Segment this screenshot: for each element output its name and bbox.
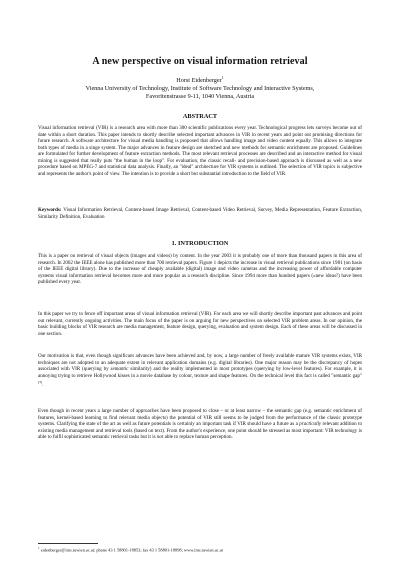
intro-p4-part-a: Even though in recent years a large number of approaches have been proposed to close – or at least narrow – the semantic gap (e.g. semantic enrichment of features, kernel-based learning to find relevant media objects) the potential of VIR still seems to be judged from the performance of the classic prototype systems. Clarifying the state of the art as well as future potentials is certainly an important task if VIR should have a future as a <box>38 408 362 428</box>
intro-p3-part-a: Our motivation is that, even though significant advances have been achieved and, by now, a large number of freely available mature VIR systems exists, VIR techniques are not adopted to an adequate extent in relevant application domains (e.g. digital libraries). One major reason may be the discrepancy of hopes associated with VIR (querying by <box>38 353 362 373</box>
intro-p4-part-c: able to replace human perception. <box>163 434 233 441</box>
citation-ref: [3] <box>38 380 42 385</box>
keywords <box>38 207 362 220</box>
footnote-text: eidenberger@ims.tuwien.ac.at; phone 43 1 58801-18853; fax 43 1 58801-18898; www.ims.tuwien.ac.at <box>39 547 223 553</box>
intro-p4-part-b: relevant addition to existing media management and retrieval tools (based on text). From the author's experience, one point should be stressed as most important: VIR technology is able to fulfil sophisticated semantic retrieval tasks but it is <box>38 421 362 441</box>
intro-p3-part-b: similarity) and the reality implemented in most prototypes (querying by low-level features). For example, it is annoying trying to retrieve Hollywood kisses in a movie database by colour, texture and shape features. On the technical level this fact is called "semantic gap" <box>38 366 362 379</box>
author-affiliation: Vienna University of Technology, Institute of Software Technology and Interactive Systems, <box>85 85 315 93</box>
footnote-rule <box>38 543 98 544</box>
footnote-marker: 1 <box>38 546 40 550</box>
author-name: Horst Eidenberger <box>176 77 222 85</box>
paper-title: A new perspective on visual information retrieval <box>92 56 308 67</box>
keywords-text: Visual Information Retrieval, Content-based Image Retrieval, Content-based Video Retrieval, Survey, Media Representation, Feature Extraction, Similarity Definition, Evaluation <box>38 207 362 220</box>
abstract-text: Visual information retrieval (VIR) is a research area with more than 300 scientific publications every year. Technological progress lets surveys become out of date within a short duration. This paper intends to shortly describe selected important advances in VIR in recent years and point out promising directions for future research. A software architecture for visual media handling is proposed that allows handling image and video content equally. This allows to integrate both types of media in a singe system. The major advances in feature design are sketched and new methods for semantic enrichment are proposed. Guidelines are formulated for further development of feature extraction methods. The most relevant retrieval processes are described and an interactive method for visual mining is suggested that really puts "the human in the loop". For evaluation, the classic recall- and precision-based approach is discussed as well as a new procedure based on MPEG-7 and statistical data analysis. Finally, an "ideal" architecture for VIR systems is outlined. The selection of VIR topics is subjective and represents the author's point of view. The intention is to provide a short but substantial introduction to the field of VIR. <box>38 125 362 177</box>
intro-paragraph-3 <box>38 353 362 388</box>
author-block <box>0 74 400 101</box>
author-footnote-marker: 1 <box>221 75 224 80</box>
abstract-heading: ABSTRACT <box>182 113 218 120</box>
author-name-line <box>0 74 400 85</box>
author-address: Favoritenstrasse 9-11, 1040 Vienna, Austria <box>145 93 255 101</box>
footnote <box>38 546 362 553</box>
intro-paragraph-1: This is a paper on retrieval of visual objects (images and videos) by content. In the year 2003 it is probably one of more than thousand papers in this area of research. In 2002 the IEEE alone has published more than 700 retrieval papers. Figure 1 depicts the increase in visual retrieval publications since 1981 (on basis of the IEEE digital library). Due to the increase of cheaply available (digital) image and video cameras and the increasing power of affordable computer systems visual information retrieval becomes more and more popular as a research discipline. Since 1994 more than hundred papers (»new ideas?) have been published every year. <box>38 253 362 286</box>
intro-p3-emphasis: semantic <box>110 366 129 373</box>
keywords-label: Keywords: <box>38 207 62 213</box>
intro-paragraph-2: In this paper we try to fence off important areas of visual information retrieval (VIR). For each area we will shortly describe important past advances and point out relevant, currently ongoing activities. The main focus of the paper is on arguing for new perspectives on selected VIR problem areas. In our opinion, the basic building blocks of VIR research are media management, feature design, querying, evaluation and system design. Each of these areas will be discussed in one section. <box>38 311 362 337</box>
intro-p4-emphasis-1: practically <box>299 421 322 428</box>
section-heading-introduction: 1. INTRODUCTION <box>171 240 229 247</box>
intro-paragraph-4 <box>38 408 362 441</box>
intro-p4-emphasis-2: not <box>156 434 164 441</box>
intro-p3-part-c: . <box>41 381 44 388</box>
